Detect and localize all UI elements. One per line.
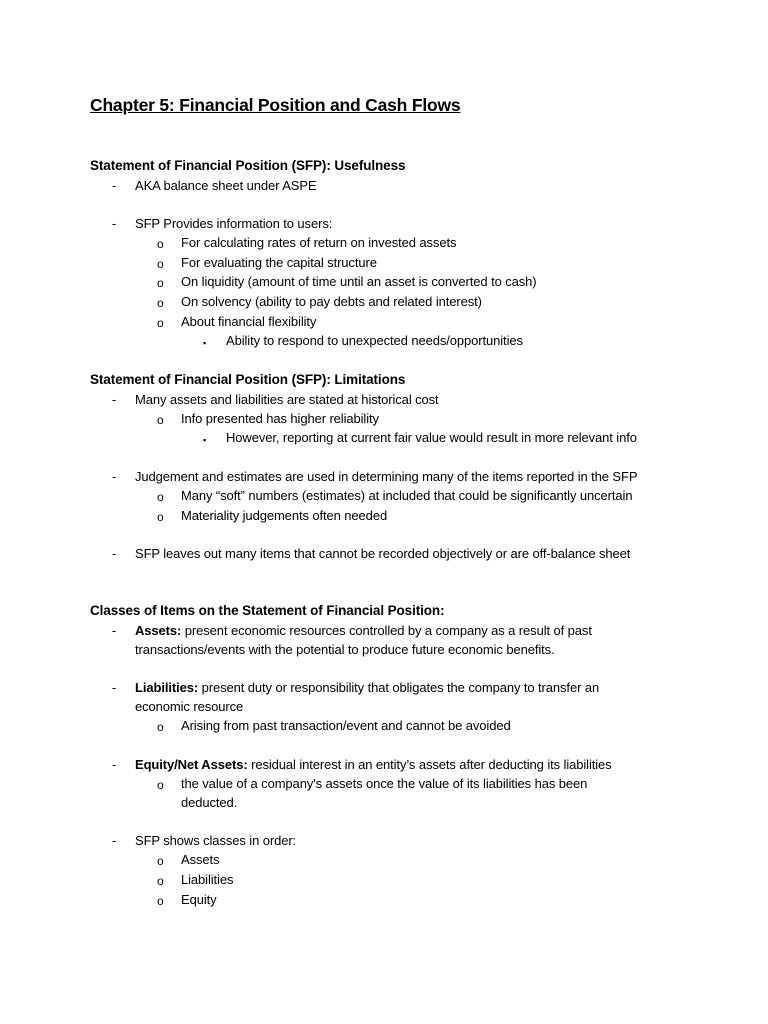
list-item: Info presented has higher reliability <box>181 411 379 426</box>
list-item: AKA balance sheet under ASPE <box>135 178 317 193</box>
list-item: Many assets and liabilities are stated at historical cost <box>135 392 439 407</box>
dash-bullet: - <box>112 623 117 638</box>
square-bullet: ▪ <box>203 435 207 445</box>
list-item: About financial flexibility <box>181 314 317 329</box>
circle-bullet: o <box>157 316 164 330</box>
list-item: However, reporting at current fair value would result in more relevant info <box>226 430 637 445</box>
dash-bullet: - <box>112 546 117 561</box>
definition-text: residual interest in an entity’s assets after deducting its liabilities <box>247 757 612 772</box>
list-item-equity <box>135 756 612 774</box>
circle-bullet: o <box>157 413 164 427</box>
circle-bullet: o <box>157 720 164 734</box>
list-item-continuation: deducted. <box>181 795 238 810</box>
list-item: For calculating rates of return on invested assets <box>181 235 457 250</box>
list-item: Assets <box>181 852 220 867</box>
list-item: SFP Provides information to users: <box>135 216 333 231</box>
list-item: For evaluating the capital structure <box>181 255 377 270</box>
list-item: Materiality judgements often needed <box>181 508 388 523</box>
list-item: Judgement and estimates are used in determining many of the items reported in the SFP <box>135 469 638 484</box>
list-item: On liquidity (amount of time until an asset is converted to cash) <box>181 274 537 289</box>
circle-bullet: o <box>157 874 164 888</box>
circle-bullet: o <box>157 778 164 792</box>
list-item: Ability to respond to unexpected needs/opportunities <box>226 333 523 348</box>
list-item-continuation: transactions/events with the potential to produce future economic benefits. <box>135 642 555 657</box>
section-heading-classes: Classes of Items on the Statement of Financial Position: <box>90 603 445 618</box>
dash-bullet: - <box>112 757 117 772</box>
definition-text: present duty or responsibility that obligates the company to transfer an <box>198 680 600 695</box>
list-item-continuation: economic resource <box>135 699 244 714</box>
circle-bullet: o <box>157 510 164 524</box>
list-item-assets <box>135 622 592 640</box>
term-liabilities: Liabilities: <box>135 680 199 695</box>
dash-bullet: - <box>112 216 117 231</box>
term-assets: Assets: <box>135 623 182 638</box>
dash-bullet: - <box>112 680 117 695</box>
circle-bullet: o <box>157 894 164 908</box>
list-item: Arising from past transaction/event and cannot be avoided <box>181 718 511 733</box>
circle-bullet: o <box>157 257 164 271</box>
circle-bullet: o <box>157 490 164 504</box>
square-bullet: ▪ <box>203 338 207 348</box>
term-equity: Equity/Net Assets: <box>135 757 248 772</box>
section-heading-limitations: Statement of Financial Position (SFP): Limitations <box>90 372 406 387</box>
dash-bullet: - <box>112 833 117 848</box>
list-item: Many “soft” numbers (estimates) at included that could be significantly uncertain <box>181 488 633 503</box>
circle-bullet: o <box>157 854 164 868</box>
circle-bullet: o <box>157 237 164 251</box>
circle-bullet: o <box>157 276 164 290</box>
list-item-liabilities <box>135 679 599 697</box>
section-heading-usefulness: Statement of Financial Position (SFP): Usefulness <box>90 158 406 173</box>
list-item: SFP leaves out many items that cannot be recorded objectively or are off-balance sheet <box>135 546 631 561</box>
dash-bullet: - <box>112 392 117 407</box>
page-title: Chapter 5: Financial Position and Cash Flows <box>90 95 461 115</box>
list-item: Equity <box>181 892 217 907</box>
dash-bullet: - <box>112 469 117 484</box>
list-item: the value of a company's assets once the value of its liabilities has been <box>181 776 588 791</box>
circle-bullet: o <box>157 296 164 310</box>
list-item: SFP shows classes in order: <box>135 833 297 848</box>
list-item: On solvency (ability to pay debts and related interest) <box>181 294 482 309</box>
list-item: Liabilities <box>181 872 234 887</box>
dash-bullet: - <box>112 178 117 193</box>
definition-text: present economic resources controlled by a company as a result of past <box>181 623 592 638</box>
